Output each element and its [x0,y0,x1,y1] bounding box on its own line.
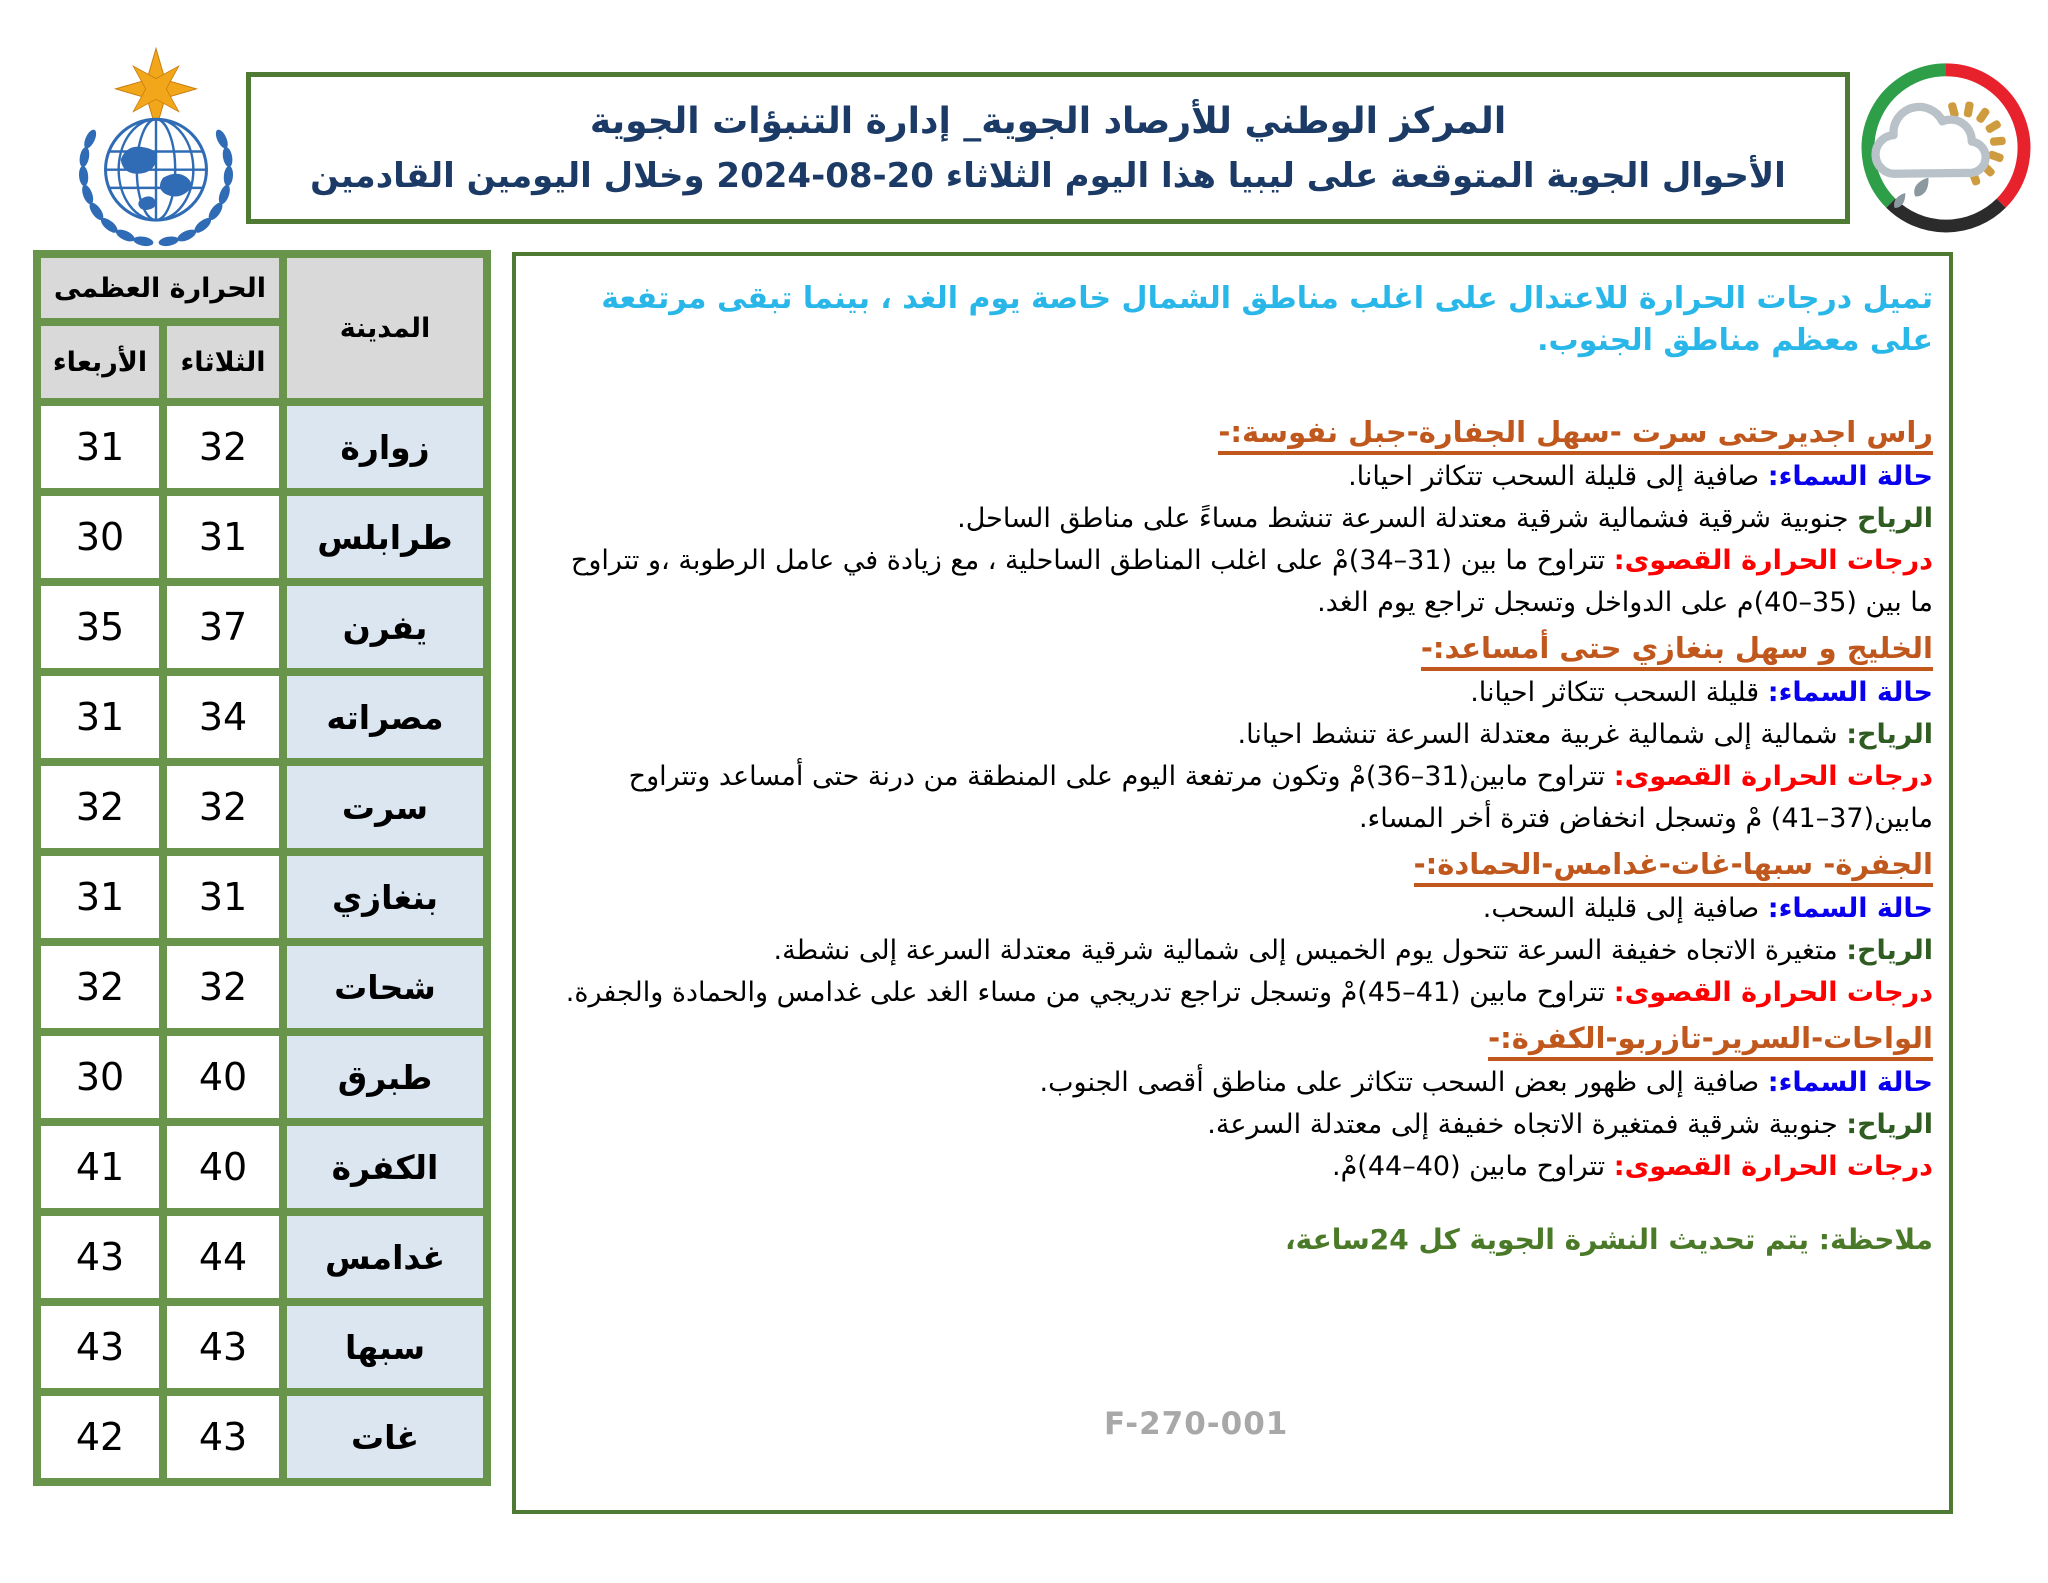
region-heading: راس اجديرحتى سرت -سهل الجفارة-جبل نفوسة:- [540,408,1933,456]
org-title: المركز الوطني للأرصاد الجوية_ إدارة التنبؤات الجوية [589,100,1507,142]
globe-icon [106,119,207,220]
tuesday-temp-cell: 32 [163,762,283,852]
tuesday-temp-cell: 31 [163,492,283,582]
wind-text: شمالية إلى شمالية غربية معتدلة السرعة تنشط احيانا. [1237,719,1847,750]
table-row [37,762,487,852]
max-temp-text: تتراوح مابين (40–44)مْ. [1332,1151,1614,1182]
table-row [37,672,487,762]
forecast-section [540,408,1933,624]
city-cell: يفرن [283,582,487,672]
wind-line [540,1104,1933,1146]
ncm-libya-logo [1854,56,2038,240]
tuesday-temp-cell: 34 [163,672,283,762]
sky-condition-line [540,888,1933,930]
sky-condition-line [540,1062,1933,1104]
city-cell: غدامس [283,1212,487,1302]
max-temp-line [540,540,1933,624]
city-cell: مصراته [283,672,487,762]
wednesday-temp-cell: 31 [37,672,163,762]
wednesday-temp-cell: 32 [37,762,163,852]
bulletin-subtitle: الأحوال الجوية المتوقعة على ليبيا هذا اليوم الثلاثاء 20-08-2024 وخلال اليومين القادمين [310,155,1786,196]
max-temp-line [540,756,1933,840]
wednesday-column-header: الأربعاء [37,322,163,402]
table-row [37,582,487,672]
max-temps-table [33,250,491,1486]
city-cell: شحات [283,942,487,1032]
wind-text: جنوبية شرقية فشمالية شرقية معتدلة السرعة تنشط مساءً على مناطق الساحل. [957,503,1858,534]
tuesday-temp-cell: 44 [163,1212,283,1302]
region-heading: الخليج و سهل بنغازي حتى أمساعد:- [540,624,1933,672]
table-row [37,492,487,582]
tuesday-temp-cell: 40 [163,1032,283,1122]
max-temp-label: درجات الحرارة القصوى: [1613,1151,1933,1182]
sky-label: حالة السماء: [1767,1067,1933,1098]
tuesday-temp-cell: 32 [163,402,283,492]
max-temp-text: تتراوح ما بين (31–34)مْ على اغلب المناطق الساحلية ، مع زيادة في عامل الرطوبة ،و تتراوح ما بين (35–40)م على الدواخل وتسجل تراجع يوم الغد. [570,545,1933,618]
city-cell: طرابلس [283,492,487,582]
wednesday-temp-cell: 41 [37,1122,163,1212]
wind-line [540,714,1933,756]
wind-label: الرياح [1857,503,1933,534]
wednesday-temp-cell: 42 [37,1392,163,1482]
sky-text: صافية إلى قليلة السحب تتكاثر احيانا. [1348,461,1768,492]
wednesday-temp-cell: 31 [37,852,163,942]
wind-text: متغيرة الاتجاه خفيفة السرعة تتحول يوم الخميس إلى شمالية شرقية معتدلة السرعة إلى نشطة. [773,935,1847,966]
wednesday-temp-cell: 43 [37,1212,163,1302]
wednesday-temp-cell: 30 [37,1032,163,1122]
sky-condition-line [540,456,1933,498]
max-temp-text: تتراوح مابين (41–45)مْ وتسجل تراجع تدريجي من مساء الغد على غدامس والحمادة والجفرة. [565,977,1614,1008]
city-cell: سبها [283,1302,487,1392]
wednesday-temp-cell: 43 [37,1302,163,1392]
forecast-section [540,1014,1933,1188]
wind-label: الرياح: [1846,935,1933,966]
table-row [37,1392,487,1482]
city-cell: طبرق [283,1032,487,1122]
city-cell: زوارة [283,402,487,492]
wmo-logo [50,46,262,254]
tuesday-temp-cell: 32 [163,942,283,1032]
sky-text: صافية إلى قليلة السحب. [1482,893,1768,924]
sky-text: صافية إلى ظهور بعض السحب تتكاثر على مناطق أقصى الجنوب. [1039,1067,1768,1098]
wednesday-temp-cell: 31 [37,402,163,492]
tuesday-temp-cell: 37 [163,582,283,672]
update-note: ملاحظة: يتم تحديث النشرة الجوية كل 24ساعة، [1285,1223,1933,1256]
region-heading: الجفرة- سبها-غات-غدامس-الحمادة:- [540,840,1933,888]
max-temp-label: درجات الحرارة القصوى: [1613,977,1933,1008]
table-row [37,1302,487,1392]
forecast-section [540,840,1933,1014]
tuesday-temp-cell: 43 [163,1392,283,1482]
sky-label: حالة السماء: [1767,677,1933,708]
city-column-header: المدينة [283,254,487,402]
table-header-row [37,254,487,322]
table-row [37,1032,487,1122]
form-code: F-270-001 [1104,1406,1289,1442]
wind-label: الرياح: [1846,719,1933,750]
max-temp-label: درجات الحرارة القصوى: [1613,761,1933,792]
forecast-panel [512,252,1953,1514]
wind-line [540,930,1933,972]
city-cell: غات [283,1392,487,1482]
table-row [37,852,487,942]
tuesday-temp-cell: 43 [163,1302,283,1392]
city-cell: الكفرة [283,1122,487,1212]
table-row [37,1212,487,1302]
forecast-section [540,624,1933,840]
tuesday-temp-cell: 31 [163,852,283,942]
wednesday-temp-cell: 32 [37,942,163,1032]
sky-condition-line [540,672,1933,714]
wind-line [540,498,1933,540]
tuesday-column-header: الثلاثاء [163,322,283,402]
max-temp-line [540,1146,1933,1188]
city-cell: بنغازي [283,852,487,942]
max-temp-text: تتراوح مابين(31–36)مْ وتكون مرتفعة اليوم على المنطقة من درنة حتى أمساعد وتتراوح مابين(37–41) مْ وتسجل انخفاض فترة أخر المساء. [628,761,1933,834]
table-row [37,1122,487,1212]
title-box [246,72,1850,224]
wind-text: جنوبية شرقية فمتغيرة الاتجاه خفيفة إلى معتدلة السرعة. [1207,1109,1847,1140]
city-cell: سرت [283,762,487,852]
max-temp-line [540,972,1933,1014]
max-temp-label: درجات الحرارة القصوى: [1613,545,1933,576]
max-temp-header: الحرارة العظمى [37,254,283,322]
sky-text: قليلة السحب تتكاثر احيانا. [1470,677,1768,708]
sky-label: حالة السماء: [1767,461,1933,492]
tuesday-temp-cell: 40 [163,1122,283,1212]
table-row [37,942,487,1032]
wednesday-temp-cell: 30 [37,492,163,582]
sky-label: حالة السماء: [1767,893,1933,924]
cloud-icon [1876,107,1986,210]
region-heading: الواحات-السرير-تازربو-الكفرة:- [540,1014,1933,1062]
wednesday-temp-cell: 35 [37,582,163,672]
forecast-summary: تميل درجات الحرارة للاعتدال على اغلب مناطق الشمال خاصة يوم الغد ، بينما تبقى مرتفعة على معظم مناطق الجنوب. [601,281,1933,358]
wind-label: الرياح: [1846,1109,1933,1140]
table-row [37,402,487,492]
